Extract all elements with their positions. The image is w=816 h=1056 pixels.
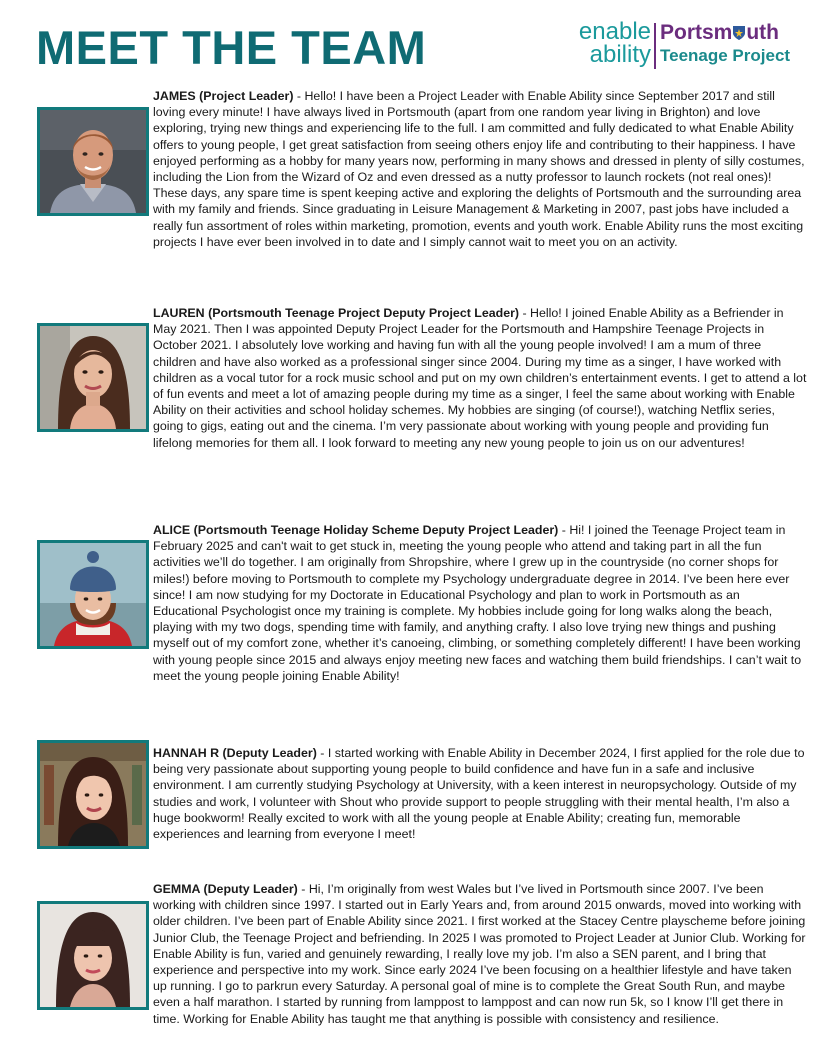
logo-line-enable: enable [578,18,651,45]
member-bio: - Hi! I joined the Teenage Project team in February 2025 and can't wait to get stuck in, meeting the young people who attend and taking part in all the fun activities we’ll do together. I am originally from Shropshire, where I grew up in the countryside (no corner shops for miles!) before moving to Portsmouth to complete my Psychology undergraduate degree in 2014. I’ve been here ever since! I am now studying for my Doctorate in Educational Psychology and plan to work in Portsmouth as an Educational Psychologist once my training is complete. My hobbies include going for long walks along the beach, playing with my two dogs, spending time with family, and anything crafty. I also love trying new things and pushing myself out of my comfort zone, whether it’s canoeing, climbing, or something completely different! I have been working with young people since 2015 and always enjoy meeting new faces and watching them build friendships. I can’t wait to meet the young people joining Enable Ability! [153,523,802,683]
photo-james [37,107,149,216]
enable-ability-portsmouth-logo [569,20,799,74]
photo-hannah [37,740,149,849]
member-bio: - Hello! I have been a Project Leader with Enable Ability since September 2017 and still loving every minute! I have always lived in Portsmouth (apart from one random year living in Brighton) and love exploring, trying new things and experiencing life to the full. I am committed and fully dedicated to what Enable Ability offers to young people, I get great satisfaction from seeing others enjoy life and contributing to their happiness. I have enjoyed performing as a hobby for many years now, performing in many shows and dressed in plenty of silly costumes, including the Lion from the Wizard of Oz and even dressed as a nutty professor to launch rockets (not real ones)! These days, any spare time is spent keeping active and exploring the delights of Portsmouth and the surrounding area with my family and friends. Since graduating in Leisure Management & Marketing in 2007, past jobs have included a really fun assortment of roles within marketing, promotion, events and youth work. Enable Ability runs the most exciting projects I have ever been involved in to date and I simply cannot wait to meet you on an activity. [153,89,805,249]
logo-enable-ability [579,20,651,66]
photo-alice [37,540,149,649]
member-name: HANNAH R (Deputy Leader) [153,746,317,760]
member-name: LAUREN (Portsmouth Teenage Project Deputy Project Leader) [153,306,520,320]
logo-divider [654,23,656,69]
logo-line-ability: ability [589,41,651,68]
member-bio: - Hello! I joined Enable Ability as a Befriender in May 2021. Then I was appointed Deputy Project Leader for the Portsmouth and Hampshire Teenage Projects in October 2021. I absolutely love working and having fun with all the young people involved! I am a mum of three children and have also worked as a professional singer since 2004. During my time as a singer, I have worked with children as a vocal tutor for a rock music school and put on my own children’s entertainment events. I get to attend a lot of fun events and meet a lot of amazing people during my time as a singer, I feel the same about working with Enable Ability on their activities and school holiday schemes. My hobbies are singing (of course!), watching Netflix series, going to gigs, eating out and the cinema. I’m very passionate about working with young people and providing fun lifelong memories for them all. I look forward to meeting any new young people to join us on our adventures! [153,306,807,450]
logo-org-part-a: Portsm [660,21,733,44]
member-name: JAMES (Project Leader) [153,89,294,103]
bio-alice [153,522,807,684]
bio-gemma [153,881,807,1027]
member-bio: - I started working with Enable Ability in December 2024, I first applied for the role due to being very passionate about supporting young people to build confidence and have fun in a safe and inclusive environment. I am currently studying Psychology at University, with a keen interest in neuropsychology. Outside of my studies and work, I volunteer with Shout who provide support to people struggling with their mental health, I’m also a huge bookworm! Really excited to work with all the young people at Enable Ability; creating fun, memorable experiences and learning from everyone I meet! [153,746,805,842]
logo-teenage-project: Teenage Project [660,46,791,65]
photo-lauren [37,323,149,432]
bio-lauren [153,305,807,451]
bio-hannah [153,745,807,842]
bio-james [153,88,807,250]
logo-org-part-b: uth [746,21,780,44]
page-title: MEET THE TEAM [36,21,427,74]
member-name: GEMMA (Deputy Leader) [153,882,298,896]
photo-gemma [37,901,149,1010]
member-name: ALICE (Portsmouth Teenage Holiday Scheme Deputy Project Leader) [153,523,559,537]
crest-icon [732,25,746,41]
member-bio: - Hi, I’m originally from west Wales but I’ve lived in Portsmouth since 2007. I’ve been working with children since 1997. I started out in Early Years and, from around 2015 onwards, moved into working with older children. I’ve been part of Enable Ability since 2021. I first worked at the Stacey Centre playscheme before joining Junior Club, the Teenage Project and befriending. In 2025 I was promoted to Project Leader at Junior Club. Working for Enable Ability is fun, varied and genuinely rewarding, I really love my job. I’m also a SEN parent, and I bring that experience and perspective into my work. Since early 2024 I’ve been focusing on a healthier lifestyle and have taken up running. I go to parkrun every Saturday. A personal goal of mine is to complete the Great South Run, and maybe even a half marathon. I started by running from lamppost to lamppost and can now run 5k, so I know I’ll get there in time. Working for Enable Ability has taught me that anything is possible with consistency and resilience. [153,882,806,1026]
logo-portsmouth [660,21,790,67]
